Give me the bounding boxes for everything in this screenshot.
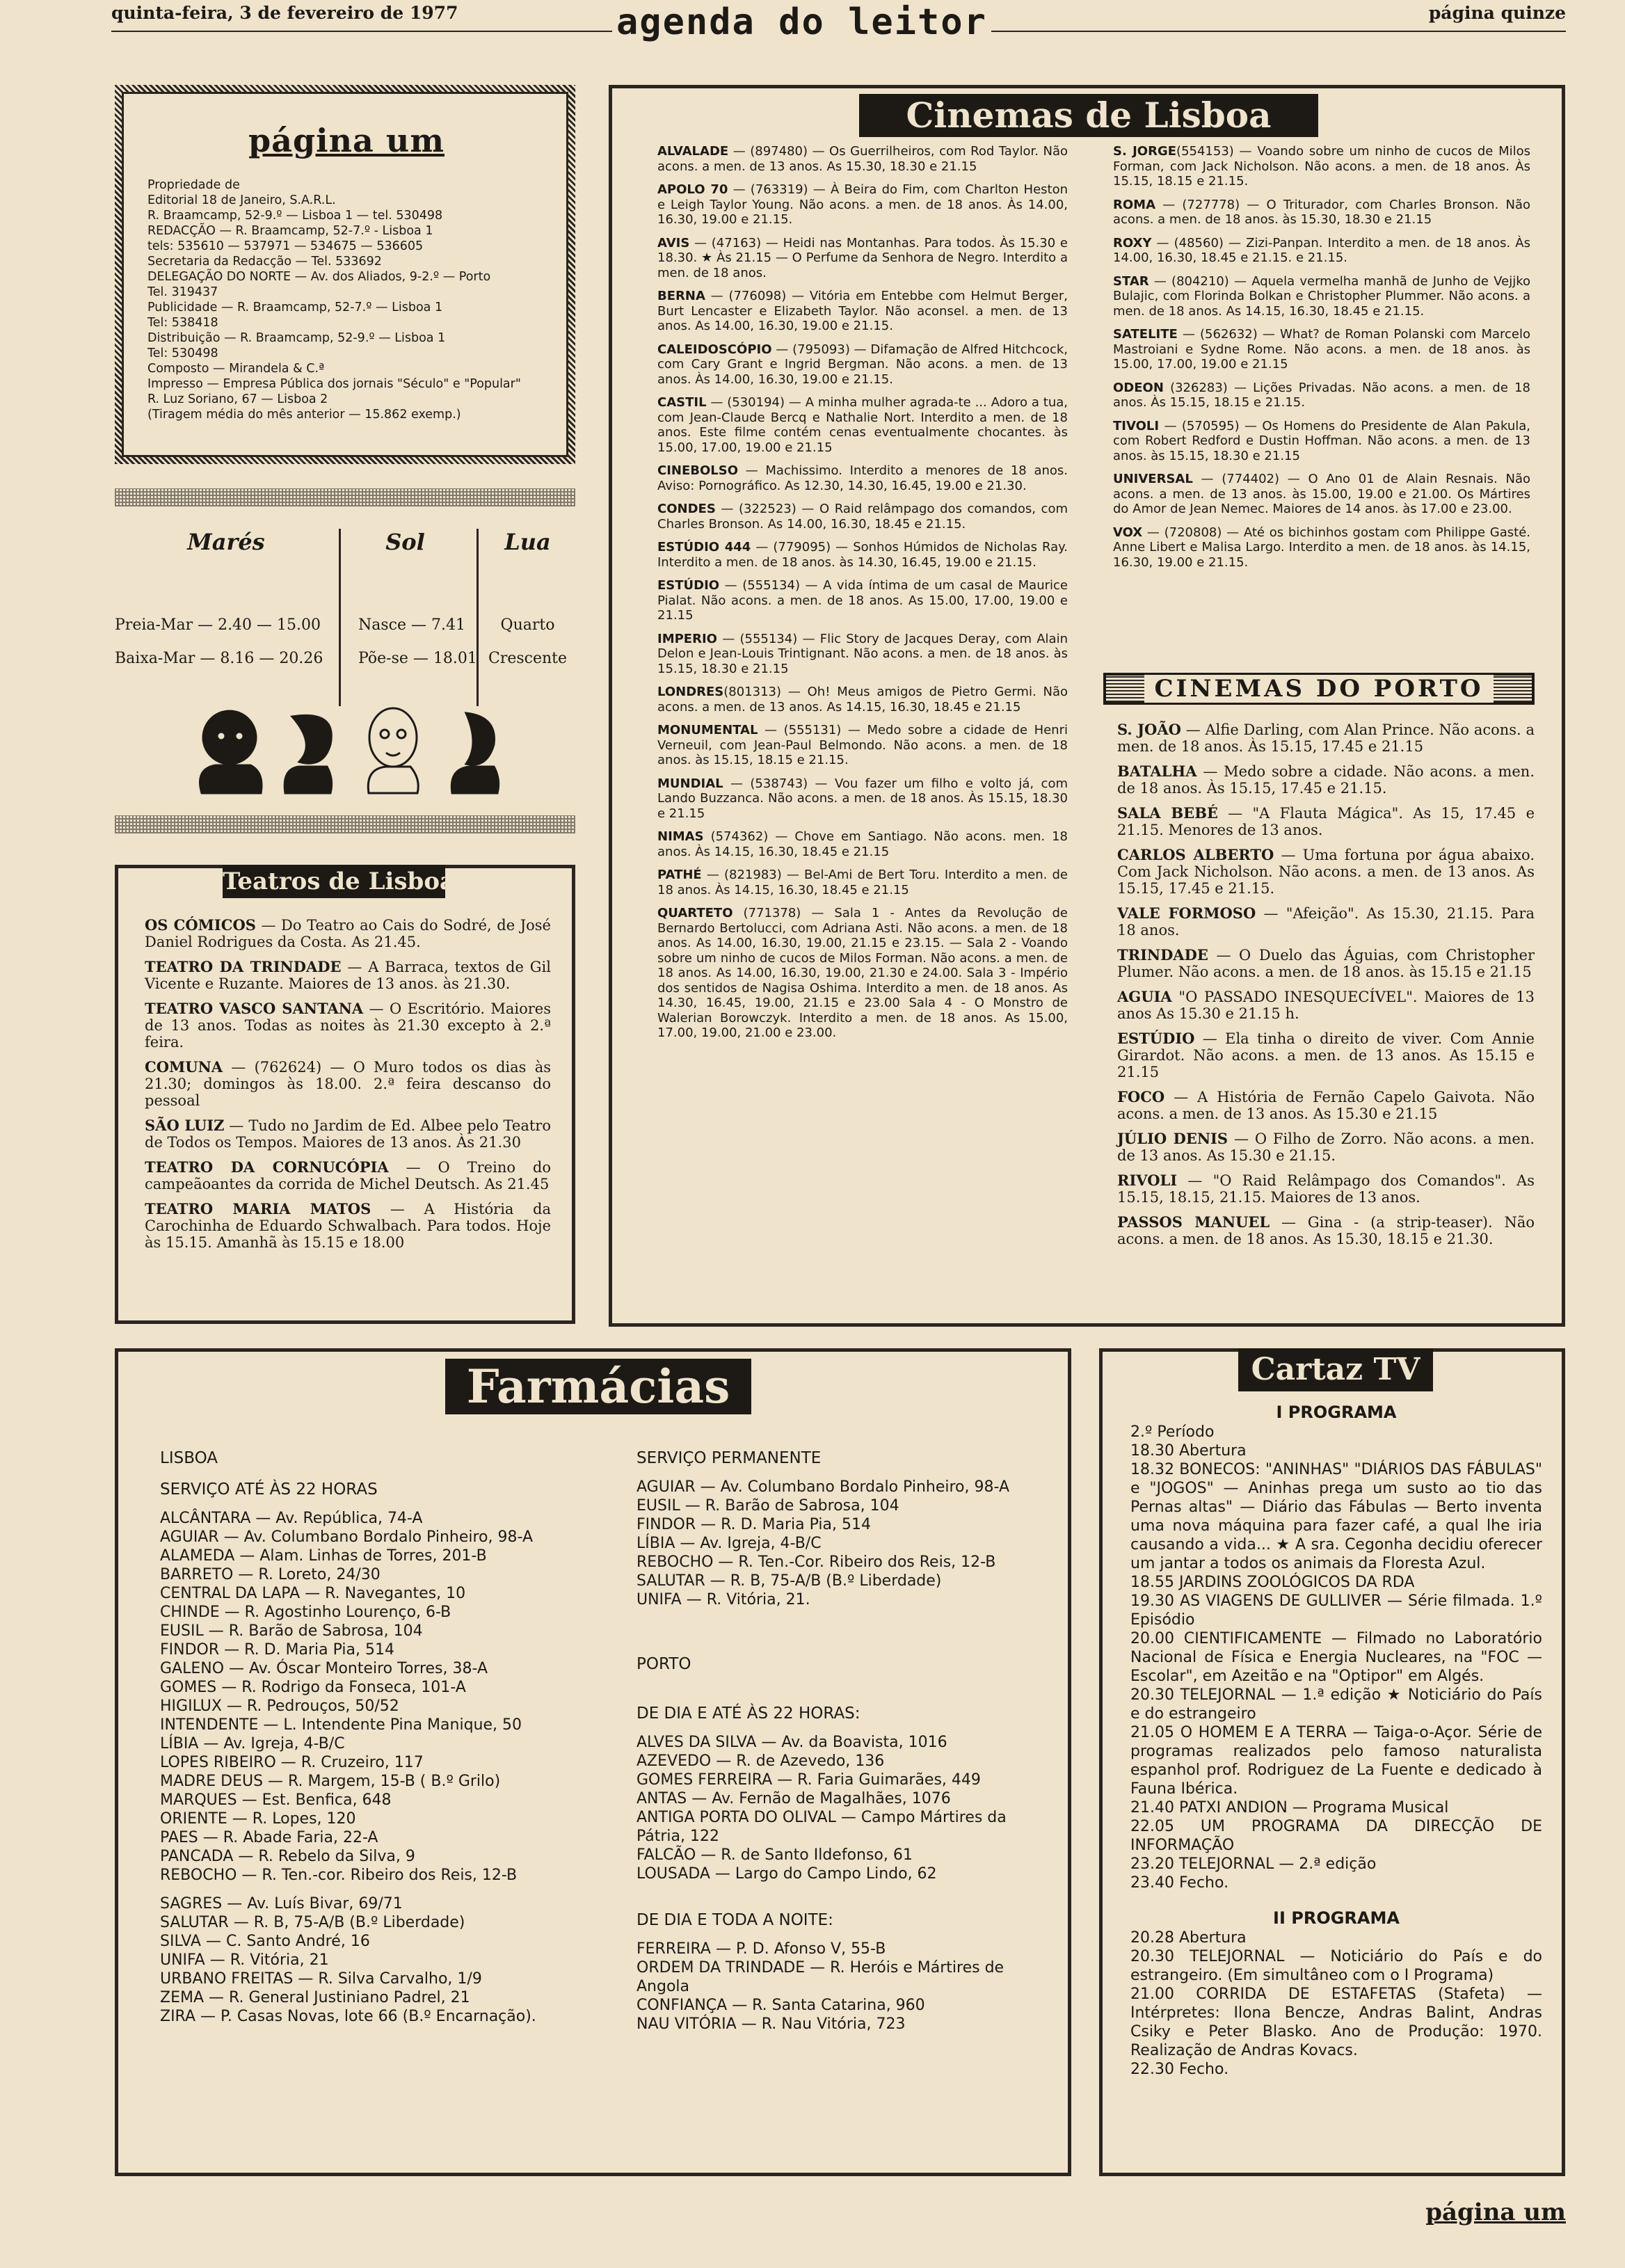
mares-title: Marés bbox=[187, 529, 265, 555]
cinema-item-name: UNIVERSAL bbox=[1113, 472, 1193, 486]
page-title: agenda do leitor bbox=[612, 1, 991, 43]
tides-mares bbox=[115, 529, 337, 555]
teatro-item-text: — (762624) — O Muro todos os dias às 21.30; domingos às 18.00. 2.ª feira descanso do pessoal bbox=[145, 1059, 551, 1109]
cinema-item-name: MONUMENTAL bbox=[657, 723, 758, 737]
teatro-item bbox=[145, 917, 551, 950]
porto-cinema-item-name: S. JOÃO bbox=[1117, 721, 1181, 738]
teatro-item-text: — Tudo no Jardim de Ed. Albee pelo Teatro de Todos os Tempos. Maiores de 13 anos. Às 21.30 bbox=[145, 1117, 551, 1151]
cinema-item-name: AVIS bbox=[657, 235, 690, 250]
lisboa-heading: LISBOA bbox=[160, 1449, 218, 1467]
tides-panel bbox=[115, 529, 575, 710]
baixa-mar: Baixa-Mar — 8.16 — 20.26 bbox=[115, 650, 323, 667]
cinema-item-name: ROMA bbox=[1113, 197, 1156, 212]
cinema-item-name: LONDRES bbox=[657, 685, 724, 699]
teatros-title: Teatros de Lisboa bbox=[223, 865, 445, 898]
farmacia-item: FERREIRA — P. D. Afonso V, 55-B bbox=[637, 1940, 886, 1958]
sol-times bbox=[358, 609, 477, 676]
cinema-item-name: CALEIDOSCÓPIO bbox=[657, 342, 772, 357]
masthead-line: tels: 535610 — 537971 — 534675 — 536605 bbox=[147, 239, 424, 253]
divider bbox=[477, 529, 479, 706]
porto-cinema-item-name: FOCO bbox=[1117, 1088, 1165, 1105]
cinema-item bbox=[1113, 236, 1530, 266]
farmacia-item: UNIFA — R. Vitória, 21 bbox=[160, 1951, 329, 1969]
cinema-item-text: — (555134) — A vida íntima de um casal de Maurice Pialat. Não acons. a men. de 18 anos. As 15.00, 17.00, 19.00 e 21.15 bbox=[657, 578, 1068, 623]
cinema-item bbox=[1113, 274, 1530, 319]
farmacia-item: LOUSADA — Largo do Campo Lindo, 62 bbox=[637, 1865, 937, 1883]
permanente-heading: SERVIÇO PERMANENTE bbox=[637, 1449, 822, 1467]
cinema-item bbox=[657, 236, 1068, 281]
dia22-heading: DE DIA E ATÉ ÀS 22 HORAS: bbox=[637, 1704, 860, 1723]
cinema-item-name: SATELITE bbox=[1113, 327, 1178, 342]
teatro-item-name: OS CÓMICOS bbox=[145, 916, 256, 934]
teatro-item-name: TEATRO VASCO SANTANA bbox=[145, 1000, 364, 1017]
porto-heading: PORTO bbox=[637, 1655, 691, 1673]
tv-program-item: 22.30 Fecho. bbox=[1130, 2061, 1229, 2078]
tides-top-band bbox=[115, 488, 575, 506]
porto-cinema-item-text: — O Duelo das Águias, com Christopher Plumer. Não acons. a men. de 18 anos. às 15.15 e 21.15 bbox=[1117, 947, 1535, 980]
farmacia-item: SAGRES — Av. Luís Bivar, 69/71 bbox=[160, 1895, 403, 1912]
masthead-line: Impresso — Empresa Pública dos jornais "Século" e "Popular" bbox=[147, 377, 521, 391]
farmacia-item: GOMES — R. Rodrigo da Fonseca, 101-A bbox=[160, 1679, 466, 1696]
tv-program-item: 21.00 CORRIDA DE ESTAFETAS (Stafeta) — Intérpretes: Ilona Bencze, Andras Balint, Andras Csiky e Peter Blasko. Ano de Produção: 1970. Realização de Andras Kovacs. bbox=[1130, 1986, 1542, 2059]
cinema-item-name: BERNA bbox=[657, 289, 705, 303]
porto-cinema-item-name: RIVOLI bbox=[1117, 1172, 1178, 1189]
cinema-item bbox=[657, 395, 1068, 455]
farmacia-item: NAU VITÓRIA — R. Nau Vitória, 723 bbox=[637, 2015, 906, 2033]
cinema-item bbox=[657, 182, 1068, 227]
cinema-item-text: — (727778) — O Triturador, com Charles Bronson. Não acons. a men. de 18 anos. às 15.30, 18.30 e 21.15 bbox=[1113, 197, 1530, 227]
porto-cinema-item bbox=[1117, 1131, 1535, 1164]
cinema-item bbox=[657, 463, 1068, 493]
sol-nasce: Nasce — 7.41 bbox=[358, 616, 465, 634]
farmacia-item: ANTIGA PORTA DO OLIVAL — Campo Mártires da Pátria, 122 bbox=[637, 1809, 1007, 1845]
cinema-item bbox=[657, 723, 1068, 768]
cinema-item bbox=[1113, 381, 1530, 410]
farmacia-item: ALAMEDA — Alam. Linhas de Torres, 201-B bbox=[160, 1547, 487, 1565]
farmacia-item: ZEMA — R. General Justiniano Padrel, 21 bbox=[160, 1989, 470, 2006]
teatro-item bbox=[145, 1117, 551, 1151]
farmacia-item: GOMES FERREIRA — R. Faria Guimarães, 449 bbox=[637, 1771, 981, 1789]
farmacia-item: HIGILUX — R. Pedrouços, 50/52 bbox=[160, 1698, 399, 1715]
tv-p2-heading: II PROGRAMA bbox=[1273, 1908, 1400, 1928]
masthead-line: Tel: 538418 bbox=[147, 316, 218, 330]
farmacia-item: PAES — R. Abade Faria, 22-A bbox=[160, 1829, 378, 1846]
cinema-item-name: CASTIL bbox=[657, 395, 707, 410]
farmacia-item: MADRE DEUS — R. Margem, 15-B ( B.º Grilo) bbox=[160, 1773, 501, 1790]
masthead-line: DELEGAÇÃO DO NORTE — Av. dos Aliados, 9-2.º — Porto bbox=[147, 270, 491, 284]
cinema-item-name: ALVALADE bbox=[657, 144, 729, 159]
porto-cinema-item-text: — A História de Fernão Capelo Gaivota. Não acons. a men. de 13 anos. As 15.30 e 21.15 bbox=[1117, 1089, 1535, 1122]
header-page-number: página quinze bbox=[1428, 3, 1566, 23]
cinema-item bbox=[1113, 144, 1530, 189]
teatro-item bbox=[145, 1000, 551, 1051]
farmacia-item: SALUTAR — R. B, 75-A/B (B.º Liberdade) bbox=[160, 1914, 465, 1931]
masthead-line: Composto — Mirandela & C.ª bbox=[147, 362, 325, 376]
lisboa-list bbox=[160, 1509, 560, 2026]
farmacia-item: CENTRAL DA LAPA — R. Navegantes, 10 bbox=[160, 1585, 466, 1602]
farmacia-item: ALVES DA SILVA — Av. da Boavista, 1016 bbox=[637, 1734, 947, 1751]
farmacia-item: FALCÃO — R. de Santo Ildefonso, 61 bbox=[637, 1846, 913, 1864]
masthead-line: Publicidade — R. Braamcamp, 52-7.º — Lisboa 1 bbox=[147, 301, 443, 314]
cinema-item-text: — (530194) — A minha mulher agrada-te ... Adoro a tua, com Jean-Claude Bercq e Nathalie Nort. Interdito a men. de 18 anos. Este filme contém cenas eventualmente chocantes. às 15.00, 17.00, 19.00 e 21.15 bbox=[657, 395, 1068, 455]
cinema-item bbox=[1113, 472, 1530, 517]
porto-cinema-item bbox=[1117, 1089, 1535, 1122]
tv-p1-heading: I PROGRAMA bbox=[1276, 1403, 1397, 1422]
tv-program-item: 21.40 PATXI ANDION — Programa Musical bbox=[1130, 1799, 1449, 1816]
porto-cinema-item-name: TRINDADE bbox=[1117, 946, 1208, 964]
masthead-line: Distribuição — R. Braamcamp, 52-9.º — Lisboa 1 bbox=[147, 331, 446, 345]
faces-illustration bbox=[188, 703, 550, 800]
tv-p2-list bbox=[1130, 1928, 1542, 2079]
cinema-item-text: — (538743) — Vou fazer um filho e volto já, com Lando Buzzanca. Não acons. a men. de 18 anos. Às 15.15, 18.30 e 21.15 bbox=[657, 776, 1068, 821]
porto-cinema-item-text: — Alfie Darling, com Alan Prince. Não acons. a men. de 18 anos. Às 15.15, 17.45 e 21.15 bbox=[1117, 721, 1535, 755]
porto-cinema-item-text: — "O Raid Relâmpago dos Comandos". As 15.15, 18.15, 21.15. Maiores de 13 anos. bbox=[1117, 1172, 1535, 1206]
lua-phase-1: Quarto bbox=[500, 616, 555, 634]
cinema-item bbox=[657, 502, 1068, 532]
cinema-item-name: ESTÚDIO bbox=[657, 578, 720, 593]
mares-times bbox=[115, 609, 323, 676]
farmacia-item: LÍBIA — Av. Igreja, 4-B/C bbox=[160, 1735, 345, 1752]
masthead-line: REDACÇÃO — R. Braamcamp, 52-7.º - Lisboa 1 bbox=[147, 224, 433, 238]
porto-cinema-item-text: — Medo sobre a cidade. Não acons. a men. de 18 anos. Às 15.15, 17.45 e 21.15. bbox=[1117, 763, 1535, 797]
teatro-item-name: COMUNA bbox=[145, 1058, 223, 1076]
farmacia-item: ALCÂNTARA — Av. República, 74-A bbox=[160, 1510, 423, 1527]
masthead-line: (Tiragem média do mês anterior — 15.862 exemp.) bbox=[147, 408, 461, 422]
farmacia-item: EUSIL — R. Barão de Sabrosa, 104 bbox=[160, 1622, 423, 1640]
porto-cinema-item-text: — "A Flauta Mágica". As 15, 17.45 e 21.15. Menores de 13 anos. bbox=[1117, 805, 1535, 838]
masthead-line: Tel: 530498 bbox=[147, 346, 218, 360]
cinema-item-text: — (776098) — Vitória em Entebbe com Helmut Berger, Burt Lencaster e Elizabeth Taylor. Não aconsel. a men. de 13 anos. As 14.00, 16.30, 19.00 e 21.15. bbox=[657, 289, 1068, 333]
cinema-item-name: IMPERIO bbox=[657, 631, 717, 646]
farmacia-item: EUSIL — R. Barão de Sabrosa, 104 bbox=[637, 1497, 899, 1515]
cinema-item-text: — (779095) — Sonhos Húmidos de Nicholas Ray. Interdito a men. de 18 anos. às 14.30, 16.45, 19.00 e 21.15. bbox=[657, 540, 1068, 570]
tides-lua bbox=[480, 529, 575, 555]
teatro-item-text: — A Barraca, textos de Gil Vicente e Ruzante. Maiores de 13 anos. às 21.30. bbox=[145, 959, 551, 992]
teatro-item bbox=[145, 1059, 551, 1109]
divider bbox=[339, 529, 341, 706]
porto-cinema-item bbox=[1117, 989, 1535, 1022]
porto-cinema-item-text: — Ela tinha o direito de viver. Com Annie Girardot. Não acons. a men. de 13 anos. As 15.15 e 21.15 bbox=[1117, 1030, 1535, 1080]
farmacia-item bbox=[160, 1885, 560, 1894]
cinema-item-name: VOX bbox=[1113, 525, 1143, 540]
tv-program-item: 18.30 Abertura bbox=[1130, 1442, 1247, 1460]
porto-header bbox=[1103, 673, 1535, 705]
tv-program-item: 20.00 CIENTIFICAMENTE — Filmado no Laboratório Nacional de Física e Energia Nucleares, na "FOC — Escolar", em Azeitão e na "Optipor" em Algés. bbox=[1130, 1630, 1542, 1685]
noite-heading: DE DIA E TODA A NOITE: bbox=[637, 1911, 833, 1929]
farmacia-item: REBOCHO — R. Ten.-Cor. Ribeiro dos Reis, 12-B bbox=[637, 1554, 996, 1571]
masthead-line: Propriedade de bbox=[147, 178, 240, 192]
footer-label: página um bbox=[1425, 2198, 1566, 2226]
farmacia-item: SALUTAR — R. B, 75-A/B (B.º Liberdade) bbox=[637, 1572, 942, 1590]
cinema-item bbox=[657, 342, 1068, 388]
farmacia-item: LÍBIA — Av. Igreja, 4-B/C bbox=[637, 1535, 822, 1552]
teatro-item-name: TEATRO DA CORNUCÓPIA bbox=[145, 1158, 389, 1176]
cinema-item bbox=[657, 578, 1068, 623]
farmacia-item: GALENO — Av. Óscar Monteiro Torres, 38-A bbox=[160, 1660, 488, 1677]
farmacia-item: AGUIAR — Av. Columbano Bordalo Pinheiro, 98-A bbox=[160, 1528, 533, 1546]
teatro-item-text: — O Treino do campeãoantes da corrida de Michel Deutsch. As 21.45 bbox=[145, 1159, 551, 1192]
masthead-line: Secretaria da Redacção — Tel. 533692 bbox=[147, 255, 382, 269]
masthead-line: R. Luz Soriano, 67 — Lisboa 2 bbox=[147, 392, 328, 406]
farmacia-item: PANCADA — R. Rebelo da Silva, 9 bbox=[160, 1848, 415, 1865]
teatro-item-text: — Do Teatro ao Cais do Sodré, de José Daniel Rodrigues da Costa. As 21.45. bbox=[145, 917, 551, 950]
sol-poe: Põe-se — 18.01 bbox=[358, 650, 477, 667]
teatro-item-name: TEATRO DA TRINDADE bbox=[145, 958, 342, 975]
masthead-box bbox=[115, 85, 575, 464]
tv-program-item: 20.30 TELEJORNAL — 1.ª edição ★ Noticiário do País e do estrangeiro bbox=[1130, 1686, 1542, 1723]
cinema-item-text: — (570595) — Os Homens do Presidente de Alan Pakula, com Robert Redford e Dustin Hoffman. Não acons. a men. de 13 anos. às 15.15, 18.30 e 21.15 bbox=[1113, 418, 1530, 463]
cinema-item-name: MUNDIAL bbox=[657, 776, 723, 791]
farmacia-item: URBANO FREITAS — R. Silva Carvalho, 1/9 bbox=[160, 1970, 482, 1988]
cinema-item bbox=[657, 685, 1068, 714]
cinema-item-text: — (897480) — Os Guerrilheiros, com Rod Taylor. Não acons. a men. de 13 anos. As 15.30, 18.30 e 21.15 bbox=[657, 144, 1068, 174]
farmacia-item: ORDEM DA TRINDADE — R. Heróis e Mártires de Angola bbox=[637, 1959, 1004, 1995]
porto-cinema-item bbox=[1117, 805, 1535, 838]
cinema-item-name: CONDES bbox=[657, 502, 716, 516]
porto-cinema-item bbox=[1117, 1172, 1535, 1206]
masthead-title: página um bbox=[248, 122, 445, 159]
farmacia-item: AZEVEDO — R. de Azevedo, 136 bbox=[637, 1752, 885, 1770]
cinema-item-name: QUARTETO bbox=[657, 906, 733, 920]
cinema-item-text: — (821983) — Bel-Ami de Bert Toru. Interdito a men. de 18 anos. Às 14.15, 16.30, 18.45 e 21.15 bbox=[657, 868, 1068, 897]
porto-cinema-item-name: AGUIA bbox=[1117, 988, 1172, 1005]
cinema-item-text: — (774402) — O Ano 01 de Alain Resnais. Não acons. a men. de 13 anos. às 15.00, 19.00 e 21.00. Os Mártires do Amor de Jean Nemec. Maiores de 14 anos. às 17.00 e 23.00. bbox=[1113, 472, 1530, 516]
permanente-list bbox=[637, 1478, 1047, 1609]
farmacias-box bbox=[115, 1348, 1071, 2176]
farmacia-item: INTENDENTE — L. Intendente Pina Manique, 50 bbox=[160, 1716, 522, 1734]
servico22-heading: SERVIÇO ATÉ ÀS 22 HORAS bbox=[160, 1480, 378, 1499]
cinema-item bbox=[657, 906, 1068, 1041]
tv-program-item: 18.32 BONECOS: "ANINHAS" "DIÁRIOS DAS FÁBULAS" e "JOGOS" — Aninhas prega um susto ao tio das Pernas altas" — Diário das Fábulas — Berto inventa uma nova máquina para fazer café, a qual lhe iria causando a vida... ★ A sra. Cegonha decidiu oferecer um jantar a todos os animais da Floresta Azul. bbox=[1130, 1461, 1542, 1572]
masthead-lines bbox=[147, 177, 545, 422]
farmacias-title: Farmácias bbox=[445, 1359, 751, 1414]
cinemas-title: Cinemas de Lisboa bbox=[859, 94, 1318, 137]
porto-cinema-item bbox=[1117, 847, 1535, 897]
cinema-item-name: STAR bbox=[1113, 273, 1149, 289]
dia22-list bbox=[637, 1733, 1047, 1883]
cinema-item-name: APOLO 70 bbox=[657, 182, 728, 197]
porto-list bbox=[1117, 721, 1535, 1256]
cinema-item-text: — (322523) — O Raid relâmpago dos comandos, com Charles Bronson. As 14.00, 16.30, 18.45 e 21.15. bbox=[657, 502, 1068, 532]
cinema-item-text: — (795093) — Difamação de Alfred Hitchcock, com Cary Grant e Ingrid Bergman. Não acons. a men. de 13 anos. Às 14.00, 16.30, 19.00 e 21.15. bbox=[657, 342, 1068, 387]
farmacias-col-1 bbox=[160, 1449, 560, 2026]
cinema-item bbox=[1113, 525, 1530, 570]
farmacia-item: ZIRA — P. Casas Novas, lote 66 (B.º Encarnação). bbox=[160, 2008, 536, 2025]
porto-cinema-item bbox=[1117, 1214, 1535, 1247]
cinema-item-text: — (804210) — Aquela vermelha manhã de Junho de Vejjko Bulajic, com Florinda Bolkan e Christopher Plummer. Não acons. a men. de 18 anos. As 14.15, 16.30, 18.45 e 21.15. bbox=[1113, 273, 1530, 319]
tv-program-item: 2.º Período bbox=[1130, 1423, 1215, 1441]
teatro-item-text: — O Escritório. Maiores de 13 anos. Todas as noites às 21.30 excepto à 2.ª feira. bbox=[145, 1000, 551, 1051]
masthead-line: Editorial 18 de Janeiro, S.A.R.L. bbox=[147, 193, 336, 207]
cinema-item-text: — (720808) — Até os bichinhos gostam com Philippe Gasté. Anne Libert e Malisa Largo. Interdito a men. de 18 anos. às 14.15, 16.30, 19.00 e 21.15. bbox=[1113, 525, 1530, 570]
porto-cinema-item-text: — Uma fortuna por água abaixo. Com Jack Nicholson. Não acons. a men. de 13 anos. As 15.15, 17.45 e 21.15. bbox=[1117, 847, 1535, 897]
cinema-item bbox=[657, 289, 1068, 334]
cinema-item-text: (326283) — Lições Privadas. Não acons. a men. de 18 anos. Às 15.15, 18.15 e 21.15. bbox=[1113, 380, 1530, 410]
teatros-box bbox=[115, 865, 575, 1324]
cinema-item-text: — (47163) — Heidi nas Montanhas. Para todos. Às 15.30 e 18.30. ★ Às 21.15 — O Perfume da Senhora de Negro. Interdito a men. de 18 anos. bbox=[657, 235, 1068, 280]
tv-box bbox=[1099, 1348, 1565, 2176]
porto-cinema-item-name: PASSOS MANUEL bbox=[1117, 1213, 1270, 1231]
cinema-item-name: ODEON bbox=[1113, 380, 1164, 395]
tv-program-item: 22.05 UM PROGRAMA DA DIRECÇÃO DE INFORMAÇÃO bbox=[1130, 1818, 1542, 1854]
tv-program-item: 19.30 AS VIAGENS DE GULLIVER — Série filmada. 1.º Episódio bbox=[1130, 1592, 1542, 1629]
teatros-list bbox=[145, 917, 551, 1251]
porto-cinema-item bbox=[1117, 1030, 1535, 1080]
teatro-item-name: SÃO LUIZ bbox=[145, 1117, 225, 1134]
porto-cinema-item bbox=[1117, 905, 1535, 939]
lua-title: Lua bbox=[504, 529, 551, 555]
tv-program-item: 18.55 JARDINS ZOOLÓGICOS DA RDA bbox=[1130, 1574, 1415, 1591]
cinema-item-name: ESTÚDIO 444 bbox=[657, 540, 751, 554]
porto-cinema-item-name: ESTÚDIO bbox=[1117, 1030, 1195, 1047]
porto-cinema-item-text: — O Filho de Zorro. Não acons. a men. de 13 anos. As 15.30 e 21.15. bbox=[1117, 1131, 1535, 1164]
farmacia-item: LOPES RIBEIRO — R. Cruzeiro, 117 bbox=[160, 1754, 424, 1771]
cinema-item-text: — (562632) — What? de Roman Polanski com Marcelo Mastroiani e Sydne Rome. Não acons. a men. de 18 anos. às 15.00, 17.00, 19.00 e 21.15 bbox=[1113, 327, 1530, 372]
porto-cinema-item-name: CARLOS ALBERTO bbox=[1117, 846, 1274, 863]
lua-phase bbox=[480, 609, 575, 676]
cinemas-col-2 bbox=[1113, 144, 1530, 578]
cinema-item-name: TIVOLI bbox=[1113, 418, 1160, 433]
tv-program-item: 23.20 TELEJORNAL — 2.ª edição bbox=[1130, 1855, 1377, 1873]
header-date: quinta-feira, 3 de fevereiro de 1977 bbox=[111, 3, 458, 23]
cinema-item-text: — (555134) — Flic Story de Jacques Deray, com Alain Delon e Jean-Louis Trintignant. Não acons. a men. de 18 anos. às 15.15, 18.30 e 21.15 bbox=[657, 631, 1068, 676]
cinema-item-name: ROXY bbox=[1113, 235, 1152, 250]
farmacia-item: AGUIAR — Av. Columbano Bordalo Pinheiro, 98-A bbox=[637, 1478, 1009, 1496]
cinema-item bbox=[1113, 419, 1530, 464]
porto-cinema-item-text: "O PASSADO INESQUECÍVEL". Maiores de 13 anos As 15.30 e 21.15 h. bbox=[1117, 989, 1535, 1022]
cinema-item-text: (771378) — Sala 1 - Antes da Revolução de Bernardo Bertolucci, com Adriana Asti. Não acons. a men. de 18 anos. As 14.00, 16.30, 19.00, 21.15 e 23.15. — Sala 2 - Voando sobre um ninho de cucos de Milos Forman. Não acons. a men. de 18 anos. As 14.00, 16.30, 19.00, 21.30 e 24.00. Sala 3 - Império dos sentidos de Nagisa Oshima. Interdito a men. de 18 anos. As 14.30, 16.45, 19.00, 21.15 e 23.00 Sala 4 - O Monstro de Walerian Borowczyk. Interdito a men. de 18 anos. As 15.00, 17.00, 19.00, 21.00 e 23.00. bbox=[657, 906, 1068, 1040]
farmacia-item: FINDOR — R. D. Maria Pia, 514 bbox=[160, 1641, 394, 1659]
noite-list bbox=[637, 1940, 1047, 2034]
teatro-item-name: TEATRO MARIA MATOS bbox=[145, 1200, 371, 1217]
cinema-item-name: S. JORGE bbox=[1113, 144, 1177, 159]
preia-mar: Preia-Mar — 2.40 — 15.00 bbox=[115, 616, 321, 634]
farmacia-item: MARQUES — Est. Benfica, 648 bbox=[160, 1791, 392, 1809]
tv-p1-list bbox=[1130, 1423, 1542, 1892]
tv-title: Cartaz TV bbox=[1238, 1348, 1433, 1391]
porto-cinema-item-name: BATALHA bbox=[1117, 762, 1197, 780]
cinema-item-text: — (48560) — Zizi-Panpan. Interdito a men. de 18 anos. Às 14.00, 16.30, 18.45 e 21.15. e 21.15. bbox=[1113, 235, 1530, 265]
farmacia-item: FINDOR — R. D. Maria Pia, 514 bbox=[637, 1516, 871, 1533]
porto-cinema-item bbox=[1117, 763, 1535, 797]
porto-cinema-item-name: VALE FORMOSO bbox=[1117, 904, 1256, 922]
farmacia-item: BARRETO — R. Loreto, 24/30 bbox=[160, 1566, 381, 1583]
tides-bottom-band bbox=[115, 815, 575, 833]
masthead-line: Tel. 319437 bbox=[147, 285, 218, 299]
porto-title: CINEMAS DO PORTO bbox=[1144, 675, 1493, 703]
cinema-item-text: (801313) — Oh! Meus amigos de Pietro Germi. Não acons. a men. de 13 anos. As 14.15, 16.30, 18.45 e 21.15 bbox=[657, 685, 1068, 714]
tv-program-item: 21.05 O HOMEM E A TERRA — Taiga-o-Açor. Série de programas realizados pelo famoso naturalista espanhol prof. Rodriguez de La Fuente e dedicado à Fauna Ibérica. bbox=[1130, 1724, 1542, 1798]
farmacia-item: SILVA — C. Santo André, 16 bbox=[160, 1933, 370, 1950]
farmacia-item: UNIFA — R. Vitória, 21. bbox=[637, 1591, 810, 1608]
cinema-item bbox=[1113, 327, 1530, 372]
cinema-item bbox=[1113, 198, 1530, 227]
cinema-item-name: CINEBOLSO bbox=[657, 463, 739, 478]
farmacia-item: CHINDE — R. Agostinho Lourenço, 6-B bbox=[160, 1604, 451, 1621]
cinema-item bbox=[657, 776, 1068, 822]
tv-program-item: 20.30 TELEJORNAL — Noticiário do País e do estrangeiro. (Em simultâneo com o I Programa) bbox=[1130, 1948, 1542, 1984]
cinemas-box bbox=[609, 85, 1565, 1327]
cinemas-col-1 bbox=[657, 144, 1068, 1049]
cinema-item bbox=[657, 144, 1068, 174]
porto-cinema-item-name: SALA BEBÉ bbox=[1117, 804, 1218, 822]
porto-cinema-item-text: — Gina - (a strip-teaser). Não acons. a men. de 18 anos. As 15.30, 18.15 e 21.30. bbox=[1117, 1214, 1535, 1247]
cinema-item-text: (554153) — Voando sobre um ninho de cucos de Milos Forman, com Jack Nicholson. Não acons. a men. de 18 anos. Às 15.15, 18.15 e 21.15. bbox=[1113, 144, 1531, 189]
cinema-item-text: — (555131) — Medo sobre a cidade de Henri Verneuil, com Jean-Paul Belmondo. Não acons. a men. de 18 anos. às 15.15, 18.15 e 21.15. bbox=[657, 723, 1068, 767]
teatro-item-text: — A História da Carochinha de Eduardo Schwalbach. Para todos. Hoje às 15.15. Amanhã às 15.15 e 18.00 bbox=[145, 1201, 552, 1251]
tv-program-item: 23.40 Fecho. bbox=[1130, 1874, 1229, 1892]
cinema-item-name: NIMAS bbox=[657, 829, 704, 844]
farmacia-item: ANTAS — Av. Fernão de Magalhães, 1076 bbox=[637, 1790, 951, 1807]
cinema-item bbox=[657, 540, 1068, 570]
farmacia-item: REBOCHO — R. Ten.-cor. Ribeiro dos Reis, 12-B bbox=[160, 1867, 518, 1884]
cinema-item-name: PATHÉ bbox=[657, 868, 702, 882]
tides-sol bbox=[344, 529, 466, 555]
cinema-item-text: — Machissimo. Interdito a menores de 18 anos. Aviso: Pornográfico. As 12.30, 14.30, 16.45, 19.00 e 21.30. bbox=[657, 463, 1068, 493]
cinema-item bbox=[657, 868, 1068, 897]
masthead-line: R. Braamcamp, 52-9.º — Lisboa 1 — tel. 530498 bbox=[147, 209, 443, 223]
teatro-item bbox=[145, 1201, 551, 1251]
farmacias-col-2 bbox=[637, 1449, 1047, 2034]
cinema-item-text: (574362) — Chove em Santiago. Não acons. men. 18 anos. Às 14.15, 16.30, 18.45 e 21.15 bbox=[657, 829, 1068, 859]
porto-cinema-item-name: JÚLIO DENIS bbox=[1117, 1130, 1228, 1147]
lua-phase-2: Crescente bbox=[488, 650, 568, 667]
farmacia-item: CONFIANÇA — R. Santa Catarina, 960 bbox=[637, 1997, 925, 2014]
cinema-item bbox=[657, 632, 1068, 677]
farmacia-item: ORIENTE — R. Lopes, 120 bbox=[160, 1810, 356, 1828]
teatro-item bbox=[145, 1159, 551, 1192]
porto-cinema-item-text: — "Afeição". As 15.30, 21.15. Para 18 anos. bbox=[1117, 905, 1535, 939]
cinema-item-text: — (763319) — À Beira do Fim, com Charlton Heston e Leigh Taylor Young. Não acons. a men. de 18 anos. Às 14.00, 16.30, 19.00 e 21.15. bbox=[657, 182, 1068, 227]
teatro-item bbox=[145, 959, 551, 992]
porto-cinema-item bbox=[1117, 947, 1535, 980]
tv-program-item: 20.28 Abertura bbox=[1130, 1929, 1247, 1947]
porto-cinema-item bbox=[1117, 721, 1535, 755]
cinema-item bbox=[657, 829, 1068, 859]
sol-title: Sol bbox=[385, 529, 425, 555]
